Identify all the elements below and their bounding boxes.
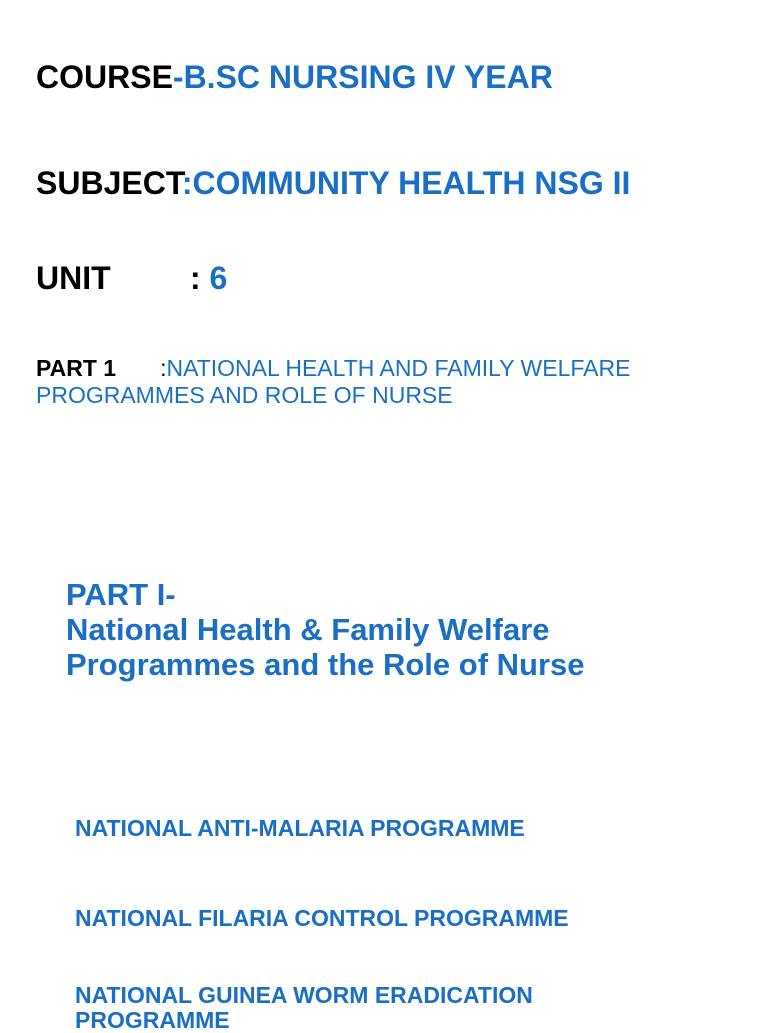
part-heading-line2: National Health & Family Welfare [66,612,550,647]
part-line [36,355,736,409]
subject-line [36,164,630,202]
unit-label: UNIT [36,260,111,296]
programme-item-guinea-worm: NATIONAL GUINEA WORM ERADICATION PROGRAMME [75,982,533,1033]
subject-label: SUBJECT [36,165,182,201]
subject-value: :COMMUNITY HEALTH NSG II [181,165,631,201]
programme-item-anti-malaria: NATIONAL ANTI-MALARIA PROGRAMME [75,815,525,841]
course-value: -B.SC NURSING IV YEAR [172,59,553,95]
unit-line [36,259,227,297]
part-value: NATIONAL HEALTH AND FAMILY WELFARE PROGRAMMES AND ROLE OF NURSE [36,355,631,408]
course-line [36,58,553,96]
course-label: COURSE [36,59,173,95]
unit-value: 6 [209,260,228,296]
part-label: PART 1 [36,355,117,381]
part-heading [66,577,746,682]
programme-item-filaria: NATIONAL FILARIA CONTROL PROGRAMME [75,905,569,931]
part-heading-line1: PART I- [66,577,176,612]
part-colon: : [160,355,167,381]
part-heading-line3: Programmes and the Role of Nurse [66,647,585,682]
unit-colon: : [190,260,201,296]
